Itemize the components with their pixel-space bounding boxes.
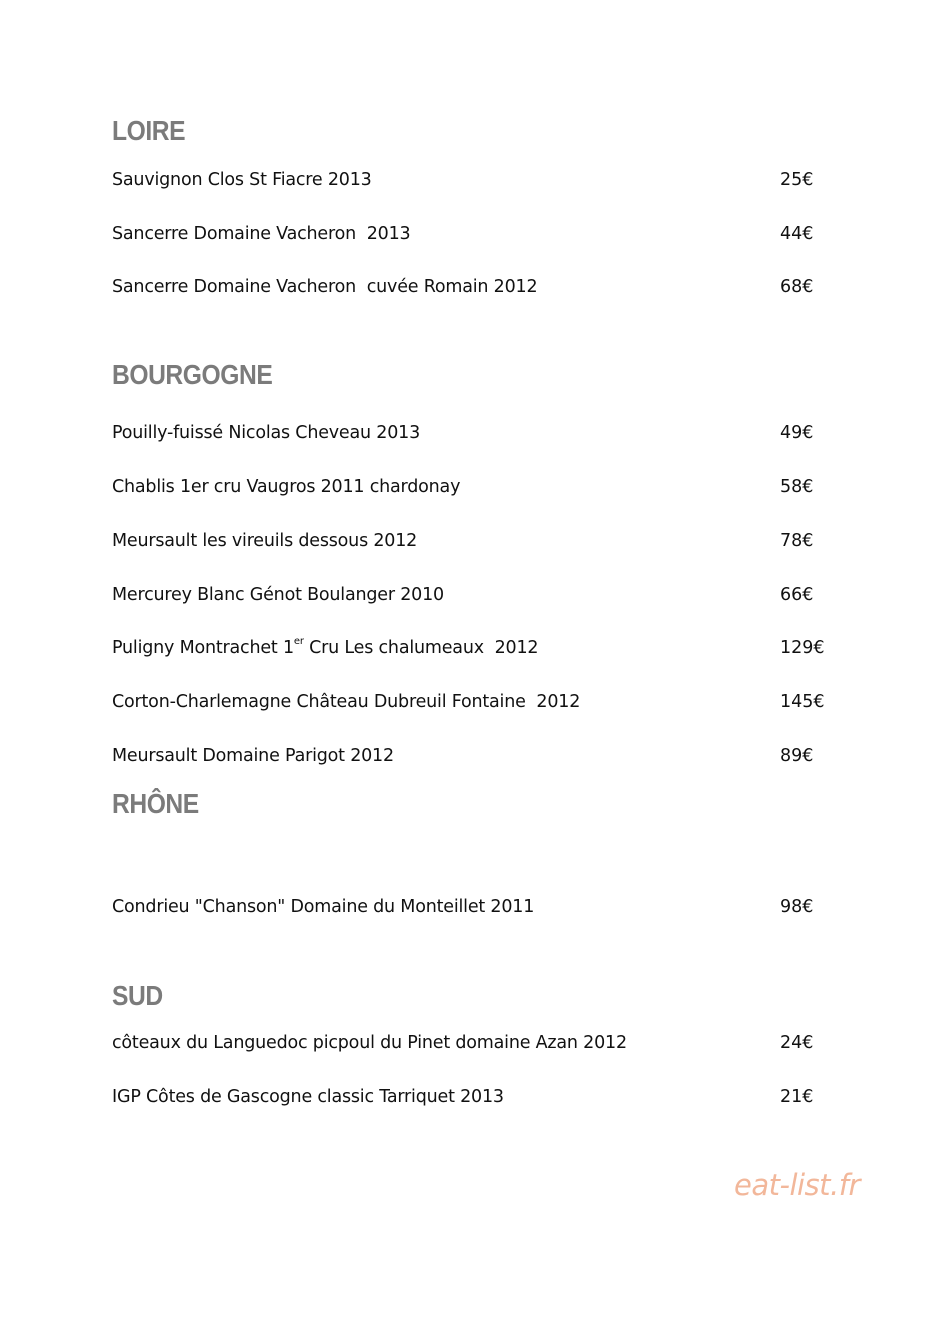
wine-item-name: Sancerre Domaine Vacheron 2013 bbox=[112, 224, 411, 244]
wine-item-price: 21€ bbox=[780, 1087, 814, 1107]
wine-item-name: Condrieu "Chanson" Domaine du Monteillet 2011 bbox=[112, 897, 535, 917]
watermark-text: eat-list.fr bbox=[734, 1168, 860, 1202]
wine-item-name: Pouilly-fuissé Nicolas Cheveau 2013 bbox=[112, 423, 421, 443]
wine-item-price: 145€ bbox=[780, 692, 825, 712]
wine-item-price: 78€ bbox=[780, 531, 814, 551]
wine-item-name: Mercurey Blanc Génot Boulanger 2010 bbox=[112, 585, 444, 605]
wine-item-name-part: Puligny Montrachet 1 bbox=[112, 638, 294, 658]
wine-item-name: Chablis 1er cru Vaugros 2011 chardonay bbox=[112, 477, 461, 497]
wine-item-name: Meursault les vireuils dessous 2012 bbox=[112, 531, 418, 551]
wine-item-price: 89€ bbox=[780, 746, 814, 766]
wine-item-price: 25€ bbox=[780, 170, 814, 190]
wine-item-price: 24€ bbox=[780, 1033, 814, 1053]
wine-item-name: Corton-Charlemagne Château Dubreuil Fontaine 2012 bbox=[112, 692, 581, 712]
wine-item-name: côteaux du Languedoc picpoul du Pinet domaine Azan 2012 bbox=[112, 1033, 627, 1053]
wine-item-name: Meursault Domaine Parigot 2012 bbox=[112, 746, 394, 766]
wine-item-price: 66€ bbox=[780, 585, 814, 605]
section-heading-sud: SUD bbox=[112, 980, 163, 1011]
wine-item-name: IGP Côtes de Gascogne classic Tarriquet 2013 bbox=[112, 1087, 504, 1107]
section-heading-bourgogne: BOURGOGNE bbox=[112, 359, 273, 390]
ordinal-superscript: er bbox=[293, 636, 304, 647]
wine-item-price: 49€ bbox=[780, 423, 814, 443]
section-heading-rhone: RHÔNE bbox=[112, 788, 199, 819]
section-heading-loire: LOIRE bbox=[112, 115, 186, 146]
wine-item-price: 44€ bbox=[780, 224, 814, 244]
wine-item-price: 58€ bbox=[780, 477, 814, 497]
wine-item-name bbox=[112, 636, 539, 658]
wine-item-name: Sauvignon Clos St Fiacre 2013 bbox=[112, 170, 372, 190]
wine-item-price: 98€ bbox=[780, 897, 814, 917]
wine-item-name-part: Cru Les chalumeaux 2012 bbox=[303, 638, 539, 658]
wine-item-name: Sancerre Domaine Vacheron cuvée Romain 2012 bbox=[112, 277, 538, 297]
wine-item-price: 129€ bbox=[780, 638, 825, 658]
wine-item-price: 68€ bbox=[780, 277, 814, 297]
